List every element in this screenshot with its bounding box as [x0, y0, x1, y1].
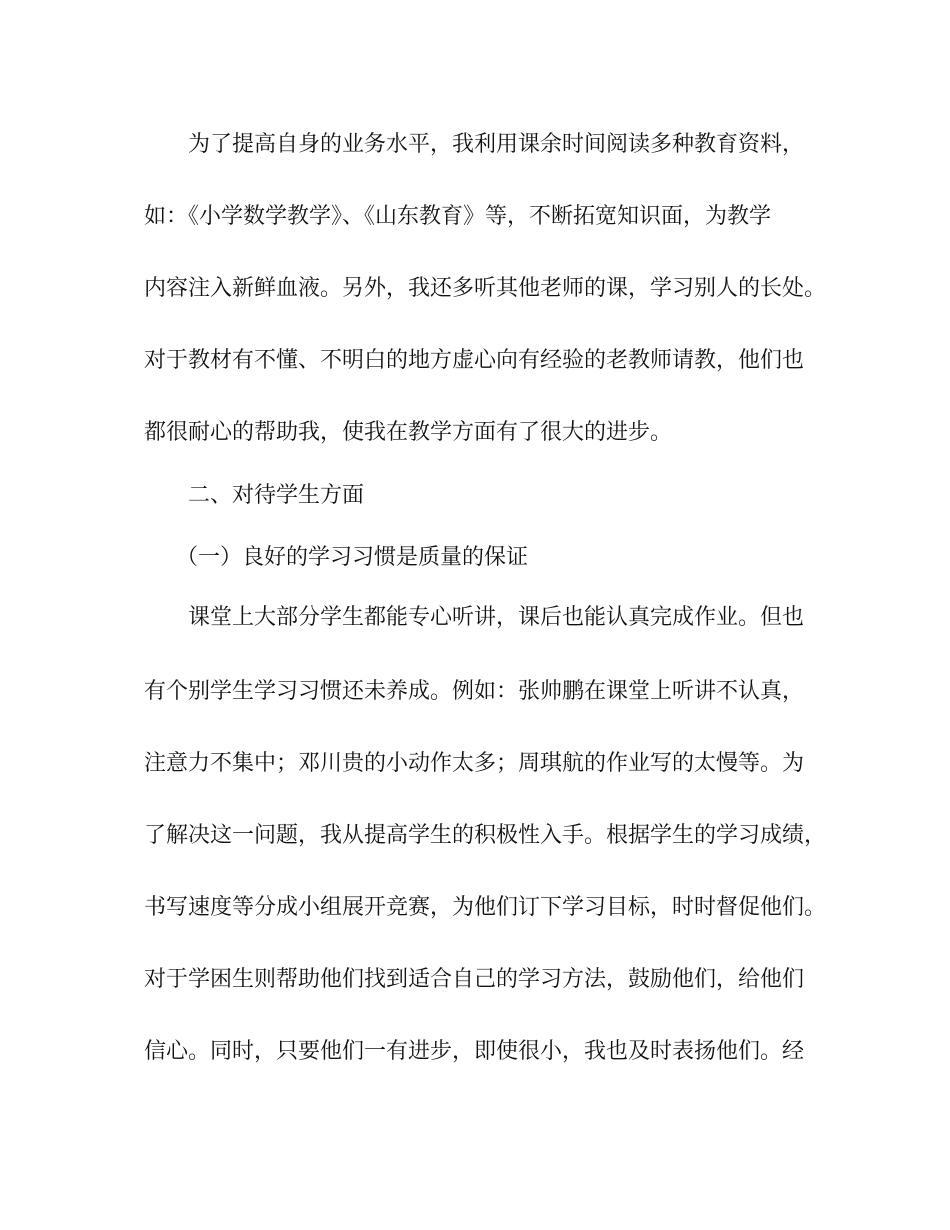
section-heading: 二、对待学生方面	[188, 483, 365, 508]
paragraph-line: 为了提高自身的业务水平，我利用课余时间阅读多种教育资料，	[188, 132, 805, 157]
paragraph-line: 对于教材有不懂、不明白的地方虚心向有经验的老教师请教，他们也	[144, 348, 805, 373]
paragraph-line: 如：《小学数学教学》、《山东教育》等，不断拓宽知识面，为教学	[144, 204, 772, 229]
paragraph-line: 注意力不集中；邓川贵的小动作太多；周琪航的作业写的太慢等。为	[144, 751, 805, 776]
paragraph-line: 课堂上大部分学生都能专心听讲，课后也能认真完成作业。但也	[188, 605, 805, 630]
paragraph-line: 了解决这一问题，我从提高学生的积极性入手。根据学生的学习成绩，	[144, 823, 827, 848]
paragraph-line: 都很耐心的帮助我，使我在教学方面有了很大的进步。	[144, 420, 673, 445]
paragraph-line: 内容注入新鲜血液。另外，我还多听其他老师的课，学习别人的长处。	[144, 276, 827, 301]
paragraph-line: 对于学困生则帮助他们找到适合自己的学习方法，鼓励他们，给他们	[144, 967, 805, 992]
subsection-heading: （一）良好的学习习惯是质量的保证	[176, 545, 529, 570]
paragraph-line: 信心。同时，只要他们一有进步，即使很小，我也及时表扬他们。经	[144, 1039, 805, 1064]
paragraph-line: 有个别学生学习习惯还未养成。例如：张帅鹏在课堂上听讲不认真，	[144, 679, 805, 704]
paragraph-line: 书写速度等分成小组展开竞赛，为他们订下学习目标，时时督促他们。	[144, 895, 827, 920]
